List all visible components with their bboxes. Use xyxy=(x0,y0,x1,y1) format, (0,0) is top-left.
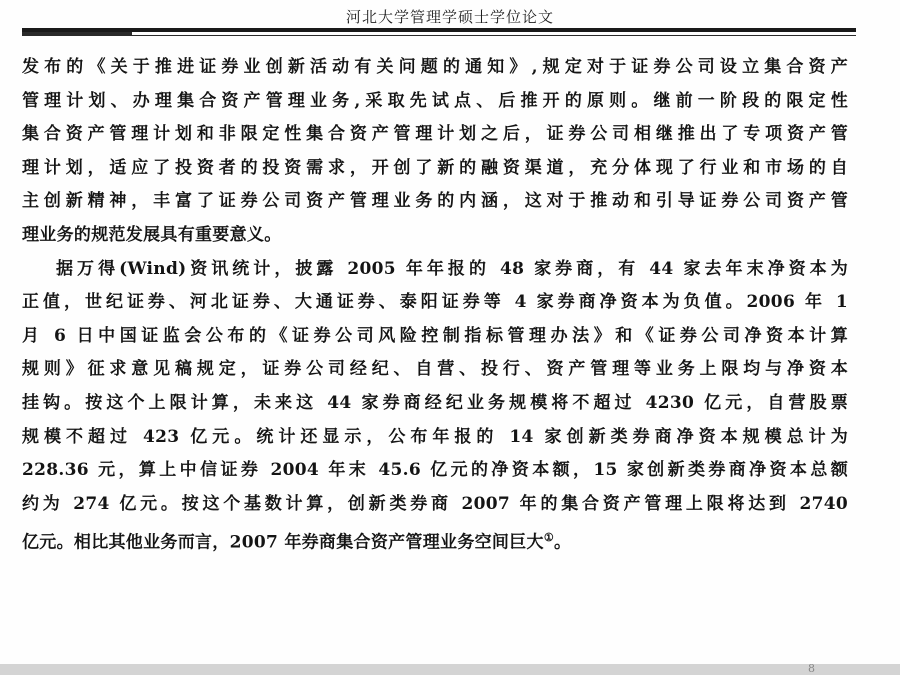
text-line: 月 6 日中国证监会公布的《证券公司风险控制指标管理办法》和《证券公司净资本计算 xyxy=(22,325,848,346)
running-header: 河北大学管理学硕士学位论文 xyxy=(345,8,554,26)
text-line: 规模不超过 423 亿元。统计还显示，公布年报的 14 家创新类券商净资本规模总计为 xyxy=(22,426,848,447)
text-line: 据万得(Wind)资讯统计，披露 2005 年年报的 48 家券商，有 44 家去年末净资本为 xyxy=(56,258,848,279)
text-line: 理业务的规范发展具有重要意义。 xyxy=(22,224,282,245)
text-line: 约为 274 亿元。按这个基数计算，创新类券商 2007 年的集合资产管理上限将达到 2740 xyxy=(22,493,848,514)
text-line: 正值，世纪证券、河北证券、大通证券、泰阳证券等 4 家券商净资本为负值。2006 年 1 xyxy=(22,292,848,313)
text-line: 集合资产管理计划和非限定性集合资产管理计划之后，证券公司相继推出了专项资产管 xyxy=(22,124,848,145)
page-number-fragment: 8 xyxy=(808,662,815,675)
end-punctuation: 。 xyxy=(554,532,572,553)
footnote-marker: ① xyxy=(543,531,555,545)
header-rule-thin xyxy=(22,35,856,36)
text-line: 理计划，适应了投资者的投资需求，开创了新的融资渠道，充分体现了行业和市场的自 xyxy=(22,157,848,178)
text-line: 亿元。相比其他业务而言，2007 年券商集合资产管理业务空间巨大 xyxy=(22,532,544,553)
text-line: 挂钩。按这个上限计算，未来这 44 家券商经纪业务规模将不超过 4230 亿元，自营股票 xyxy=(22,392,848,413)
header-rule-thick xyxy=(22,28,856,32)
text-line: 发布的《关于推进证券业创新活动有关问题的通知》,规定对于证券公司设立集合资产 xyxy=(22,57,848,77)
text-line: 管理计划、办理集合资产管理业务,采取先试点、后推开的原则。继前一阶段的限定性 xyxy=(22,90,848,111)
text-line: 228.36 元，算上中信证券 2004 年末 45.6 亿元的净资本额，15 家创新类券商净资本总额 xyxy=(22,460,848,481)
text-line-last xyxy=(22,521,848,560)
text-line: 主创新精神，丰富了证券公司资产管理业务的内涵，这对于推动和引导证券公司资产管 xyxy=(22,191,848,212)
text-line: 规则》征求意见稿规定，证券公司经纪、自营、投行、资产管理等业务上限均与净资本 xyxy=(22,359,848,380)
page-bottom-edge xyxy=(0,664,900,675)
body-text xyxy=(22,51,848,561)
